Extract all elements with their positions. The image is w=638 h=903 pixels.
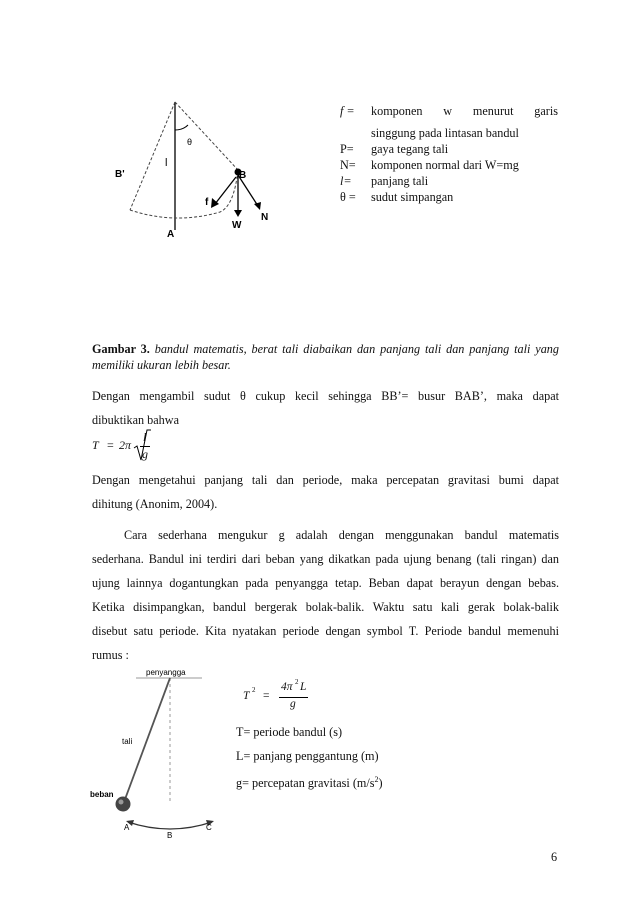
page-number: 6 — [551, 850, 558, 864]
left-string-dashed — [130, 102, 175, 210]
legend-row-theta: θ = sudut simpangan — [340, 190, 454, 204]
def-t: T= periode bandul (s) — [236, 725, 343, 739]
label-beban: beban — [90, 790, 114, 799]
figure-caption — [92, 341, 559, 373]
variable-definitions — [236, 720, 383, 795]
pendulum-diagram — [108, 100, 288, 240]
label-b: B — [239, 170, 247, 181]
label-point-a: A — [124, 823, 130, 832]
legend-row-f-cont: singgung pada lintasan bandul — [371, 126, 519, 140]
label-f: f — [205, 197, 209, 208]
label-b-prime: B' — [115, 169, 125, 180]
swing-arc-arrow — [128, 822, 212, 829]
label-tali: tali — [122, 737, 133, 746]
legend-row-n: N= komponen normal dari W=mg — [340, 158, 519, 172]
label-penyangga: penyangga — [146, 668, 186, 677]
right-string-dashed — [175, 102, 238, 170]
caption-label: Gambar 3. — [92, 342, 150, 356]
theta-arc — [175, 125, 188, 130]
pendulum-bob — [116, 797, 131, 812]
label-a: A — [167, 229, 175, 240]
force-n-arrowhead — [254, 202, 261, 210]
simple-pendulum-diagram — [90, 664, 230, 839]
label-l: l — [165, 157, 168, 169]
swing-arc — [130, 170, 238, 218]
label-n: N — [261, 212, 269, 223]
label-theta: θ — [187, 137, 193, 147]
force-f-arrow — [215, 177, 236, 204]
def-g: g= percepatan gravitasi $(m/s^2)$ — [236, 775, 383, 791]
paragraph-1: Dengan mengambil sudut θ cukup kecil sehingga BB’= busur BAB’, maka dapat dibuktikan bahwa — [92, 389, 559, 427]
caption-line2: memiliki ukuran lebih besar. — [92, 358, 231, 372]
legend-row-f: f = komponen w menurut garis — [340, 104, 558, 118]
caption-line1: bandul matematis, berat tali diabaikan dan panjang tali dan panjang tali yang — [154, 342, 559, 356]
paragraph-2: Dengan mengetahui panjang tali dan periode, maka percepatan gravitasi bumi dapat dihitung (Anonim, 2004). — [92, 473, 559, 511]
paragraph-3: Cara sederhana mengukur g adalah dengan menggunakan bandul matematis sederhana. Bandul ini terdiri dari beban yang dikatkan pada ujung benang (tali ringan) dan ujung lainnya dogantungkan pada penyangga tetap. Beban dapat berayun dengan bebas. Ketika disimpangkan, bandul bergerak bolak-balik. Waktu satu kali gerak bolak-balik disebut satu periode. Kita nyatakan periode dengan symbol T. Periode bandul memenuhi rumus : — [92, 528, 559, 662]
legend-row-l: l= panjang tali — [340, 174, 429, 188]
force-w-arrowhead — [234, 210, 242, 217]
label-point-b: B — [167, 831, 173, 839]
legend-row-p: P= gaya tegang tali — [340, 142, 449, 156]
def-l: L= panjang penggantung (m) — [236, 749, 379, 763]
label-w: W — [232, 220, 242, 231]
figure-legend — [340, 103, 558, 205]
label-point-c: C — [206, 823, 212, 832]
bob-highlight — [119, 800, 124, 805]
